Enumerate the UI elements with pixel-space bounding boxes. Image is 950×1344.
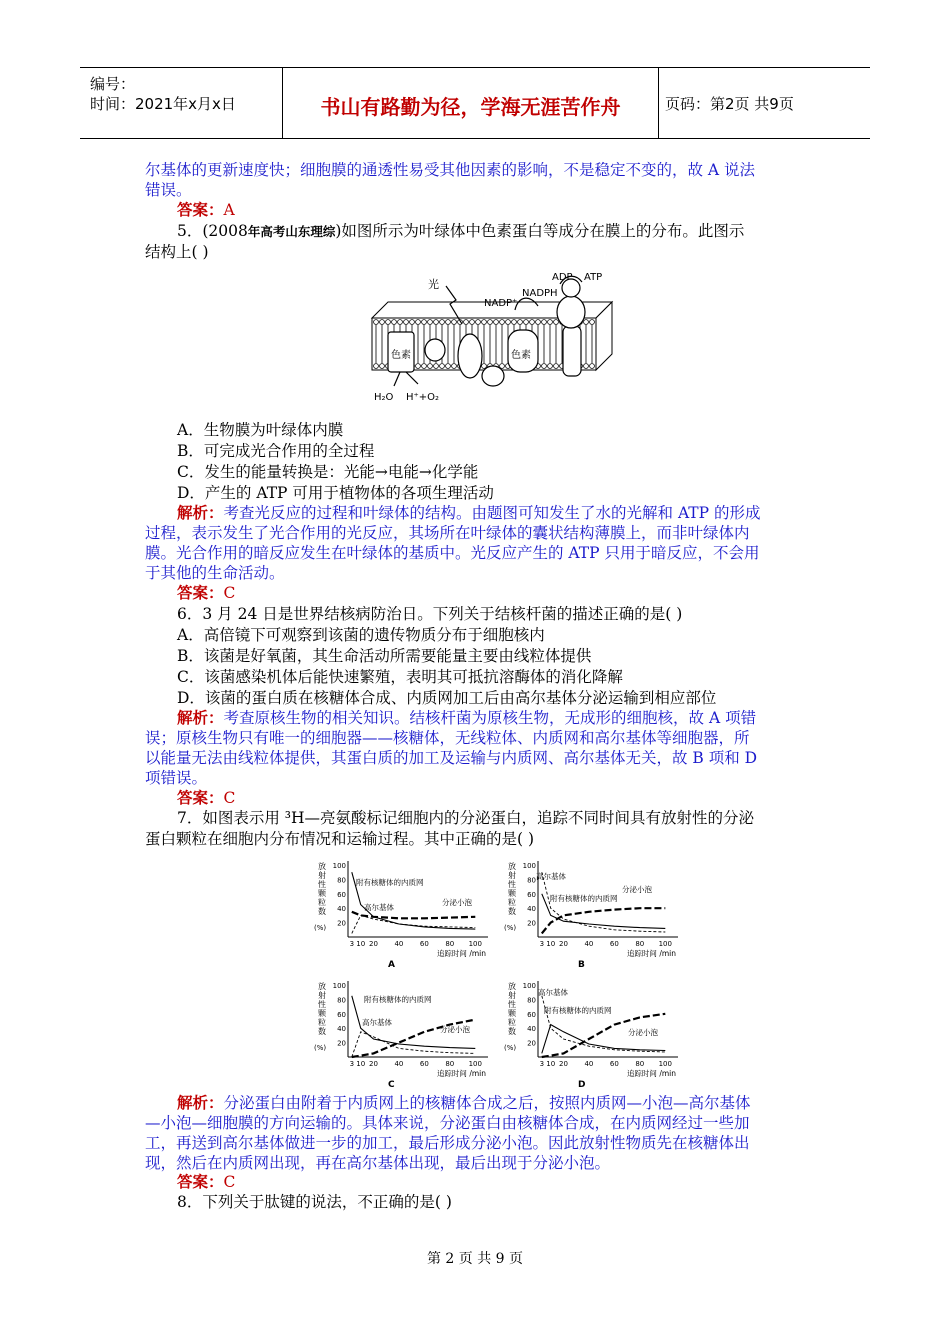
lipid-head [494,320,499,325]
y-axis-label-char: 射 [318,871,326,880]
lipid-head [386,320,391,325]
series-label: 分泌小泡 [442,898,472,907]
lipid-head [584,364,589,369]
answer-label: 答案： [177,200,224,219]
explanation-label: 解析： [177,503,224,522]
y-axis-label-char: 性 [508,880,516,889]
lipid-head [452,364,457,369]
lipid-head [374,320,379,325]
y-axis-label-char: 颗 [318,889,326,898]
x-tick-label: 20 [368,1060,378,1068]
x-axis-label: 追踪时间 /min [626,949,676,958]
series-label: 高尔基体 [536,872,566,881]
x-tick-label: 10 [546,1060,556,1068]
x-tick-label: 20 [368,940,378,948]
series-label: 分泌小泡 [440,1025,470,1034]
series-label: 附有核糖体的内质网 [356,878,424,887]
y-tick-label: 20 [527,919,536,928]
lipid-head [470,320,475,325]
y-axis-label-char: 射 [318,991,326,1000]
lipid-head [536,320,541,325]
explanation-text: —小泡—细胞膜的方向运输的。具体来说，分泌蛋白由核糖体合成，在内质网经过一些加 [145,1114,750,1132]
doc-number: 编号： [90,75,136,93]
motto: 书山有路勤为径，学海无涯苦作舟 [320,95,621,119]
lipid-head [428,364,433,369]
x-tick-label: 20 [558,1060,568,1068]
y-tick-label: 40 [527,905,536,914]
lipid-head [416,364,421,369]
light-label: 光 [428,278,439,291]
q5-stem: )如图所示为叶绿体中色素蛋白等成分在膜上的分布。此图示 [335,222,745,240]
y-tick-label: 60 [337,890,346,899]
x-tick-label: 40 [584,1060,594,1068]
lipid-head [446,364,451,369]
series-label: 高尔基体 [364,903,394,912]
explanation-text: 项错误。 [145,769,208,787]
doc-time: 时间：2021年x月x日 [90,95,236,113]
y-tick-label: 80 [337,996,346,1005]
y-axis-label-char: 性 [318,1000,326,1009]
y-tick-label: 60 [527,1010,536,1019]
y-axis-label-char: 粒 [318,1018,326,1027]
series-label: 附有核糖体的内质网 [364,995,432,1004]
lipid-head [488,320,493,325]
x-tick-label: 20 [558,940,568,948]
lipid-head [380,320,385,325]
x-axis-label: 追踪时间 /min [436,1069,486,1078]
answer-label: 答案： [177,788,224,807]
x-tick-label: 3 [349,940,355,948]
explanation-text: 工，再送到高尔基体做进一步的加工，最后形成分泌小泡。因此放射性物质先在核糖体出 [145,1134,750,1152]
x-tick-label: 100 [468,940,482,948]
series-label: 高尔基体 [538,988,568,997]
y-tick-label: 100 [332,982,346,990]
x-tick-label: 10 [546,940,556,948]
lipid-head [554,320,559,325]
y-axis-label-char: 粒 [508,1018,516,1027]
lipid-head [464,320,469,325]
lipid-head [428,320,433,325]
question-6: 6．3 月 24 日是世界结核病防治日。下列关于结核杆菌的描述正确的是( ) [177,605,683,623]
graph-letter: A [388,960,395,970]
series-label: 附有核糖体的内质网 [544,1006,612,1015]
y-axis-label-char: 射 [508,991,516,1000]
answer-value: C [223,1173,236,1191]
x-tick-label: 60 [609,940,619,948]
q7-explanation [177,1093,751,1113]
x-tick-label: 40 [394,1060,404,1068]
lipid-head [482,320,487,325]
series-line [542,996,666,1052]
y-axis-label-char: 数 [318,907,326,916]
lipid-head [584,320,589,325]
lipid-head [530,320,535,325]
series-label: 附有核糖体的内质网 [550,894,618,903]
y-axis-label-char: 粒 [318,898,326,907]
explanation-text: 过程，表示发生了光合作用的光反应，其场所在叶绿体的囊状结构薄膜上，而非叶绿体内 [145,524,750,542]
text-line: 尔基体的更新速度快；细胞膜的通透性易受其他因素的影响，不是稳定不变的，故 A 说法 [145,161,756,179]
answer-line [177,788,235,808]
graph-panel [504,861,678,970]
lipid-head [416,320,421,325]
lipid-head [374,364,379,369]
x-tick-label: 100 [658,1060,672,1068]
explanation-text: 于其他的生命活动。 [145,564,285,582]
graph-letter: C [388,1080,395,1090]
pigment-label-1: 色素 [391,350,411,361]
y-axis-label-char: 数 [508,1027,516,1036]
lipid-head [398,320,403,325]
q7-stem-cont: 蛋白颗粒在细胞内分布情况和运输过程。其中正确的是( ) [145,830,535,848]
lipid-head [542,364,547,369]
nadp-label: NADP⁺ [484,298,518,309]
y-tick-label: 60 [337,1010,346,1019]
series-label: 分泌小泡 [628,1028,658,1037]
q6-option-c: C．该菌感染机体后能快速繁殖，表明其可抵抗溶酶体的消化降解 [177,668,623,686]
x-axis-label: 追踪时间 /min [436,949,486,958]
lipid-head [518,320,523,325]
pigment-label-2: 色素 [511,350,531,361]
answer-line [177,583,235,603]
text-line: 错误。 [145,181,192,199]
lipid-head [476,320,481,325]
lipid-head [548,364,553,369]
lipid-head [440,320,445,325]
explanation-text: 误；原核生物只有唯一的细胞器——核糖体，无线粒体、内质网和高尔基体等细胞器，所 [145,729,750,747]
lipid-head [548,320,553,325]
y-axis-label-char: 放 [508,982,516,991]
header-motto-cell [283,68,659,138]
question-5 [177,221,744,242]
y-axis-unit: (%) [504,924,517,932]
x-tick-label: 10 [356,940,366,948]
lipid-head [500,364,505,369]
lipid-head [590,320,595,325]
lipid-head [590,364,595,369]
y-tick-label: 60 [527,890,536,899]
lipid-head [422,320,427,325]
h2o-label: H₂O [374,392,394,403]
y-axis-label-char: 粒 [508,898,516,907]
q7-graphs [300,855,680,1090]
header-meta-cell [80,68,283,138]
y-tick-label: 80 [527,996,536,1005]
x-tick-label: 3 [349,1060,355,1068]
lipid-head [392,320,397,325]
lipid-head [440,364,445,369]
graph-letter: D [578,1080,586,1090]
lipid-head [446,320,451,325]
graph-letter: B [578,960,585,970]
y-axis-unit: (%) [314,924,327,932]
q5-number: 5．(2008 [177,222,248,240]
explanation-text: 分泌蛋白由附着于内质网上的核糖体合成之后，按照内质网—小泡—高尔基体 [223,1094,751,1112]
q5-stem-cont: 结构上( ) [145,243,209,261]
x-tick-label: 100 [658,940,672,948]
page-header [80,67,870,139]
q6-option-b: B．该菌是好氧菌，其生命活动所需要能量主要由线粒体提供 [177,647,592,665]
y-axis-label-char: 性 [508,1000,516,1009]
y-axis-label-char: 颗 [508,889,516,898]
series-label: 分泌小泡 [622,885,652,894]
x-tick-label: 60 [419,940,429,948]
lipid-head [434,320,439,325]
answer-value: C [223,789,236,807]
answer-label: 答案： [177,1172,224,1191]
header-page-cell [659,68,870,138]
page-footer: 第 2 页 共 9 页 [426,1251,524,1267]
graph-panel [314,981,488,1090]
x-tick-label: 80 [445,1060,455,1068]
y-tick-label: 80 [527,876,536,885]
lipid-head [482,364,487,369]
page-indicator: 页码：第2页 共9页 [665,95,794,113]
explanation-text: 考查原核生物的相关知识。结核杆菌为原核生物，无成形的细胞核，故 A 项错 [223,709,757,727]
y-tick-label: 100 [522,982,536,990]
q5-option-c: C．发生的能量转换是：光能→电能→化学能 [177,463,479,481]
x-tick-label: 80 [635,1060,645,1068]
lipid-head [380,364,385,369]
series-label: 高尔基体 [362,1018,392,1027]
x-tick-label: 10 [356,1060,366,1068]
y-axis-unit: (%) [504,1044,517,1052]
graph-panel [314,861,488,970]
y-tick-label: 100 [332,862,346,870]
q5-explanation [177,503,761,523]
q6-option-d: D．该菌的蛋白质在核糖体合成、内质网加工后由高尔基体分泌运输到相应部位 [177,689,717,707]
y-tick-label: 20 [527,1039,536,1048]
lipid-head [542,320,547,325]
nadph-label: NADPH [522,288,558,299]
y-tick-label: 40 [527,1025,536,1034]
graph-panel [504,981,678,1090]
q5-option-a: A．生物膜为叶绿体内膜 [177,421,344,439]
answer-value: A [223,201,235,219]
atp-label: ATP [584,272,603,283]
x-tick-label: 60 [419,1060,429,1068]
q5-option-d: D．产生的 ATP 可用于植物体的各项生理活动 [177,484,494,502]
y-tick-label: 20 [337,919,346,928]
y-axis-label-char: 颗 [318,1009,326,1018]
x-tick-label: 80 [635,940,645,948]
x-tick-label: 80 [445,940,455,948]
q5-source: 年高考山东理综 [247,224,336,239]
explanation-text: 考查光反应的过程和叶绿体的结构。由题图可知发生了水的光解和 ATP 的形成 [223,504,761,522]
series-line [352,912,476,919]
question-7: 7．如图表示用 ³H—亮氨酸标记细胞内的分泌蛋白，追踪不同时间具有放射性的分泌 [177,809,755,827]
y-axis-label-char: 射 [508,871,516,880]
y-tick-label: 80 [337,876,346,885]
y-axis-label-char: 颗 [508,1009,516,1018]
adp-label: ADP [552,272,573,283]
y-axis-label-char: 放 [508,862,516,871]
y-tick-label: 40 [337,905,346,914]
x-axis-label: 追踪时间 /min [626,1069,676,1078]
h-o2-label: H⁺+O₂ [406,392,440,403]
x-tick-label: 40 [584,940,594,948]
y-tick-label: 100 [522,862,536,870]
q6-explanation [177,708,756,728]
lipid-head [434,364,439,369]
lipid-head [500,320,505,325]
explanation-text: 以能量无法由线粒体提供，其蛋白质的加工及运输与内质网、高尔基体无关，故 B 项和 D [145,749,758,767]
answer-line [177,200,235,220]
lipid-head [506,320,511,325]
lipid-head [452,320,457,325]
x-tick-label: 100 [468,1060,482,1068]
explanation-label: 解析： [177,1093,224,1112]
x-tick-label: 3 [539,940,545,948]
x-tick-label: 60 [609,1060,619,1068]
y-axis-label-char: 放 [318,862,326,871]
x-tick-label: 3 [539,1060,545,1068]
y-axis-label-char: 数 [508,907,516,916]
lipid-head [512,320,517,325]
question-8: 8．下列关于肽键的说法，不正确的是( ) [177,1193,452,1211]
answer-label: 答案： [177,583,224,602]
series-line [542,908,666,933]
x-tick-label: 40 [394,940,404,948]
lipid-head [410,320,415,325]
lipid-head [422,364,427,369]
q5-option-b: B．可完成光合作用的全过程 [177,442,375,460]
y-axis-label-char: 数 [318,1027,326,1036]
q6-option-a: A．高倍镜下可观察到该菌的遗传物质分布于细胞核内 [177,626,545,644]
answer-line [177,1172,235,1192]
thylakoid-membrane-figure [360,266,620,411]
explanation-label: 解析： [177,708,224,727]
y-axis-label-char: 放 [318,982,326,991]
lipid-head [554,364,559,369]
lipid-head [404,320,409,325]
lipid-head [524,320,529,325]
y-axis-unit: (%) [314,1044,327,1052]
explanation-text: 现，然后在内质网出现，再在高尔基体出现，最后出现于分泌小泡。 [145,1154,611,1172]
y-axis-label-char: 性 [318,880,326,889]
y-tick-label: 20 [337,1039,346,1048]
answer-value: C [223,584,236,602]
y-tick-label: 40 [337,1025,346,1034]
explanation-text: 膜。光合作用的暗反应发生在叶绿体的基质中。光反应产生的 ATP 只用于暗反应，不会用 [145,544,760,562]
